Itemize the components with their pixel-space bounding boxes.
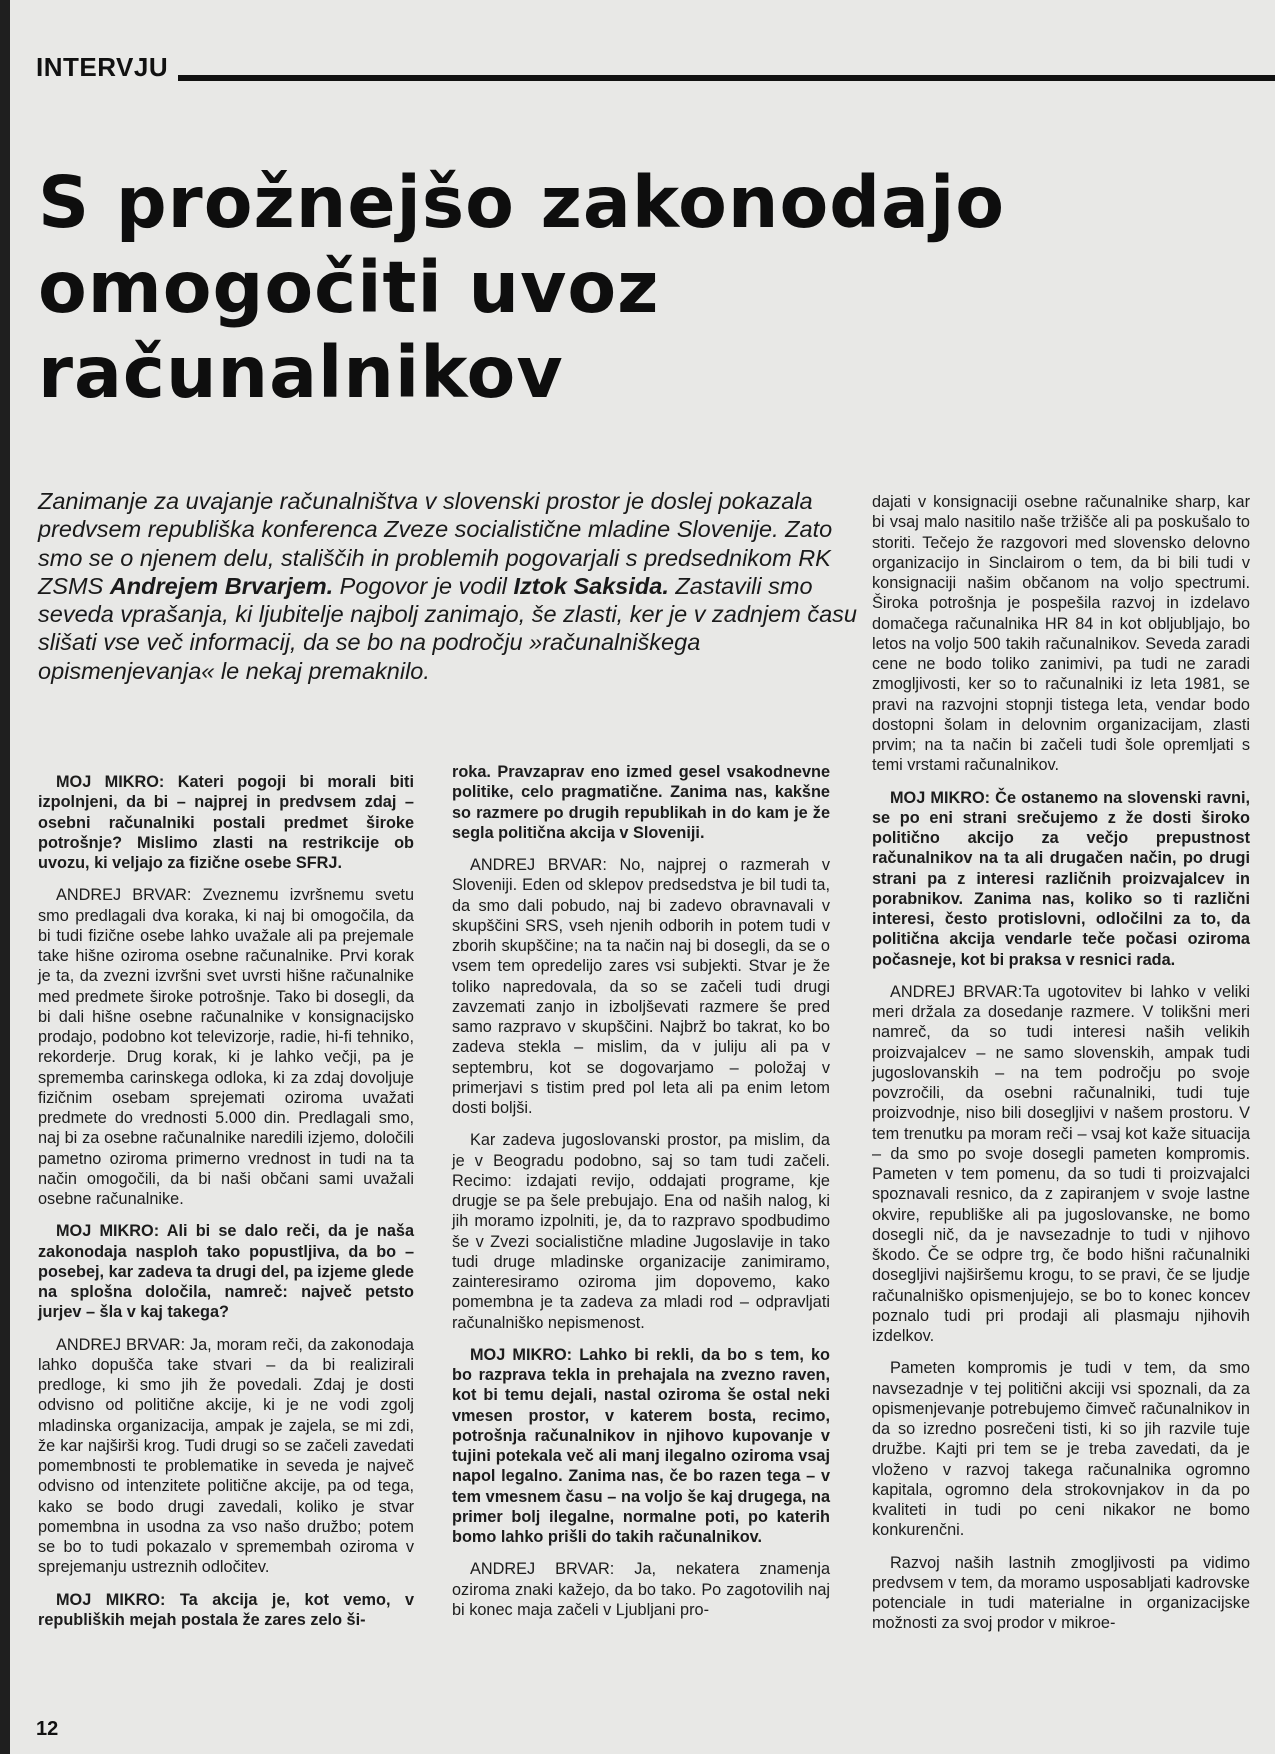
intro-text-2: Pogovor je vodil	[333, 572, 514, 599]
section-rule	[178, 75, 1275, 81]
question-paragraph: MOJ MIKRO: Kateri pogoji bi morali biti izpolnjeni, da bi – najprej in predvsem zdaj – osebni računalniki postali predmet široke potrošnje? Mislimo zlasti na restrikcije ob uvozu, ki veljajo za fizične osebe SFRJ.	[38, 773, 414, 872]
page-edge	[0, 0, 10, 1754]
question-paragraph: MOJ MIKRO: Če ostanemo na slovenski ravni, se po eni strani srečujemo z že dosti široko politično akcijo za večjo prepustnost računalnikov na ta ali drugačen način, po drugi strani pa z interesi različnih proizvajalcev in porabnikov. Zanima nas, koliko so ti različni interesi, često protislovni, odločilni za to, da politična akcija vendarle teče počasi oziroma počasneje, kot bi praksa v resnici rada.	[872, 788, 1250, 969]
answer-paragraph: ANDREJ BRVAR:Ta ugotovitev bi lahko v veliki meri držala za dosedanje razmere. V tolikšni meri namreč, da so tudi interesi naših velikih proizvajalcev – ne samo slovenskih, ampak tudi jugoslovanskih – na tem področju po svoje povzročili, da osebni računalniki, tudi tuje proizvodnje, niso bili dosegljivi v našem prostoru. V tem trenutku pa moram reči – vsaj kot kaže situacija – da smo po svoje dosegli pameten kompromis. Pameten v tem pomenu, da so tudi ti proizvajalci spoznavali resnico, da z zapiranjem v svoje lastne okvire, republiške ali pa jugoslovanske, ne bomo dosegli nič, da je navsezadnje to tudi v njihovo škodo. Če se odpre trg, če bodo hišni računalniki dosegljivi najširšemu krogu, to se pravi, če se ljudje računalniško opismenjujejo, se bo to konec koncev poznalo tudi pri prodaji ali plasmaju njihovih izdelkov.	[872, 982, 1250, 1345]
column-1	[38, 772, 414, 1630]
question-paragraph: MOJ MIKRO: Ali bi se dalo reči, da je naša zakonodaja nasploh tako popustljiva, da bo – posebej, kar zadeva ta drugi del, pa izjeme glede na splošna določila, namreč: največ petsto jurjev – šla v kaj takega?	[38, 1222, 414, 1322]
answer-paragraph: ANDREJ BRVAR: Ja, nekatera znamenja oziroma znaki kažejo, da bo tako. Po zagotovilih naj bi konec maja začeli v Ljubljani pro-	[452, 1560, 830, 1619]
answer-paragraph: ANDREJ BRVAR: No, najprej o razmerah v Sloveniji. Eden od sklepov predsedstva je bil tudi ta, da smo dali pobudo, naj bi zadevo obravnavali v skupščini SRS, vseh njenih odborih in potem tudi v zborih skupščine; na ta način naj bi dosegli, da se o vsem tem opredelijo zares vsi subjekti. Stvar je že toliko napredovala, da so se začeli tudi drugi zavzemati zanjo in izboljševati razmere še pred samo razpravo v skupščini. Najbrž bo takrat, ko bo zadeva stekla – mislim, da v juliju ali pa v septembru, kot se dogovarjamo – položaj v primerjavi s tistim pred pol leta ali pa enim letom dosti boljši.	[452, 856, 830, 1117]
section-label: INTERVJU	[36, 52, 169, 82]
question-paragraph: MOJ MIKRO: Lahko bi rekli, da bo s tem, ko bo razprava tekla in prehajala na zvezno raven, kot bi temu dejali, nastal oziroma še ostal neki vmesen prostor, v katerem bosta, recimo, potrošnja računalnikov in njihovo kupovanje v tujini potekala več ali manj ilegalno oziroma vsaj napol legalno. Zanima nas, če bo razen tega – v tem vmesnem času – na voljo še kaj drugega, na primer bolj ilegalne, normalne poti, po katerih bomo lahko prišli do takih računalnikov.	[452, 1345, 830, 1546]
answer-paragraph: dajati v konsignaciji osebne računalnike sharp, kar bi vsaj malo nasitilo naše tržišče ali pa poskušalo to storiti. Tečejo že razgovori med slovensko delovno organizacijo in Sinclairom o tem, da bi bili tudi v konsignaciji našim občanom na voljo spectrumi. Široka potrošnja je pospešila razvoj in izdelavo domačega računalnika HR 84 in kot obljubljajo, bo letos na voljo 500 takih računalnikov. Seveda zaradi cene ne bodo toliko zanimivi, pa tudi ne zaradi zmogljivosti, ker so to računalniki iz leta 1981, se pravi na razvojni stopnji tistega leta, vendar bodo dostopni šolam in delovnim organizacijam, zlasti prvim; na ta način bi začeli tudi šole opremljati s temi vrstami računalnikov.	[872, 493, 1250, 775]
column-2	[452, 762, 830, 1620]
question-paragraph: roka. Pravzaprav eno izmed gesel vsakodnevne politike, celo pragmatične. Zanima nas, kakšne so razmere po drugih republikah in do kam je že segla politična akcija v Sloveniji.	[452, 763, 830, 842]
answer-paragraph: ANDREJ BRVAR: Zveznemu izvršnemu svetu smo predlagali dva koraka, ki naj bi omogočila, da bi tudi fizične osebe lahko uvažale ali pa prejemale take hišne oziroma osebne računalnike. Prvi korak je ta, da zvezni izvršni svet uvrsti hišne računalnike med predmete široke potrošnje. Tako bi dosegli, da bi dali hišne osebne računalnike v konsignacijsko prodajo, podobno kot televizorje, radie, hi-fi tehniko, rekorderje. Drug korak, ki je lahko večji, pa je sprememba carinskega odloka, ki za zdaj dovoljuje fizičnim osebam sprejemati oziroma uvažati predmete do vrednosti 5.000 din. Predlagali smo, naj bi za osebne računalnike naredili izjemo, določili pametno oziroma primerno vrednost in tudi na ta način omogočili, da bi naši občani sami uvažali osebne računalnike.	[38, 886, 414, 1208]
page-number: 12	[36, 1718, 59, 1740]
answer-paragraph: ANDREJ BRVAR: Ja, moram reči, da zakonodaja lahko dopušča take stvari – da bi realizirali predloge, ki smo jih že povedali. Zdaj je dosti odvisno od politične akcije, ki je ne vodi zgolj mladinska organizacija, ampak je zajela, se mi zdi, že kar najširši krog. Tudi drugi so se začeli zavedati pomembnosti te problematike in seveda je največ odvisno od intenzitete politične akcije, pa od tega, kako se bodo drugi zavedali, koliko je stvar pomembna in usodna za vso našo družbo; potem se bo to tudi pokazalo v spremembah oziroma v sprejemanju ustreznih odločitev.	[38, 1335, 414, 1577]
intro-text-3: Zastavili smo seveda vprašanja, ki ljubitelje najbolj zanimajo, še zlasti, ker je v zadnjem času slišati vse več informacij, da se bo na področju »računalniškega opismenjevanja« le nekaj premaknilo.	[38, 572, 857, 684]
answer-paragraph: Razvoj naših lastnih zmogljivosti pa vidimo predvsem v tem, da moramo usposabljati kadrovske potenciale in tudi materialne in organizacijske možnosti za svoj prodor v mikroe-	[872, 1553, 1250, 1633]
intro-paragraph	[38, 487, 858, 685]
interviewee-name: Andrejem Brvarjem.	[109, 572, 334, 599]
column-3	[872, 492, 1250, 1634]
headline: S prožnejšo zakonodajo omogočiti uvoz računalnikov	[38, 161, 1006, 414]
interviewer-name: Iztok Saksida.	[513, 572, 669, 599]
section-header	[36, 52, 1246, 88]
intro-text-1: Zanimanje za uvajanje računalništva v slovenski prostor je doslej pokazala predvsem republiška konferenca Zveze socialistične mladine Slovenije. Zato smo se o njenem delu, stališčih in problemih pogovarjali s predsednikom RK ZSMS	[38, 488, 833, 599]
answer-paragraph: Kar zadeva jugoslovanski prostor, pa mislim, da je v Beogradu podobno, saj so tam tudi začeli. Recimo: izdajati revijo, oddajati programe, kje drugje se pa šele prebujajo. Ena od naših nalog, ki jih moramo izpolniti, je, da to razpravo spodbudimo še v Zvezi socialistične mladine Jugoslavije in tako tudi druge mladinske organizacije zanimiramo, zainteresiramo oziroma jim dopovemo, kako pomembna je ta zadeva za mladi rod – odpravljati računalniško nepismenost.	[452, 1131, 830, 1332]
question-paragraph: MOJ MIKRO: Ta akcija je, kot vemo, v republiških mejah postala že zares zelo ši-	[38, 1590, 414, 1629]
answer-paragraph: Pameten kompromis je tudi v tem, da smo navsezadnje v tej politični akciji vsi spoznali, da za opismenjevanje potrebujemo čimveč računalnikov in da so izredno posrečeni tisti, ki so jih razvile tuje družbe. Kajti pri tem se je treba zavedati, da je vloženo v razvoj takega računalnika ogromno kapitala, ogromno dela strokovnjakov in da po kvaliteti in tudi po ceni nikakor ne bomo konkurenčni.	[872, 1359, 1250, 1540]
